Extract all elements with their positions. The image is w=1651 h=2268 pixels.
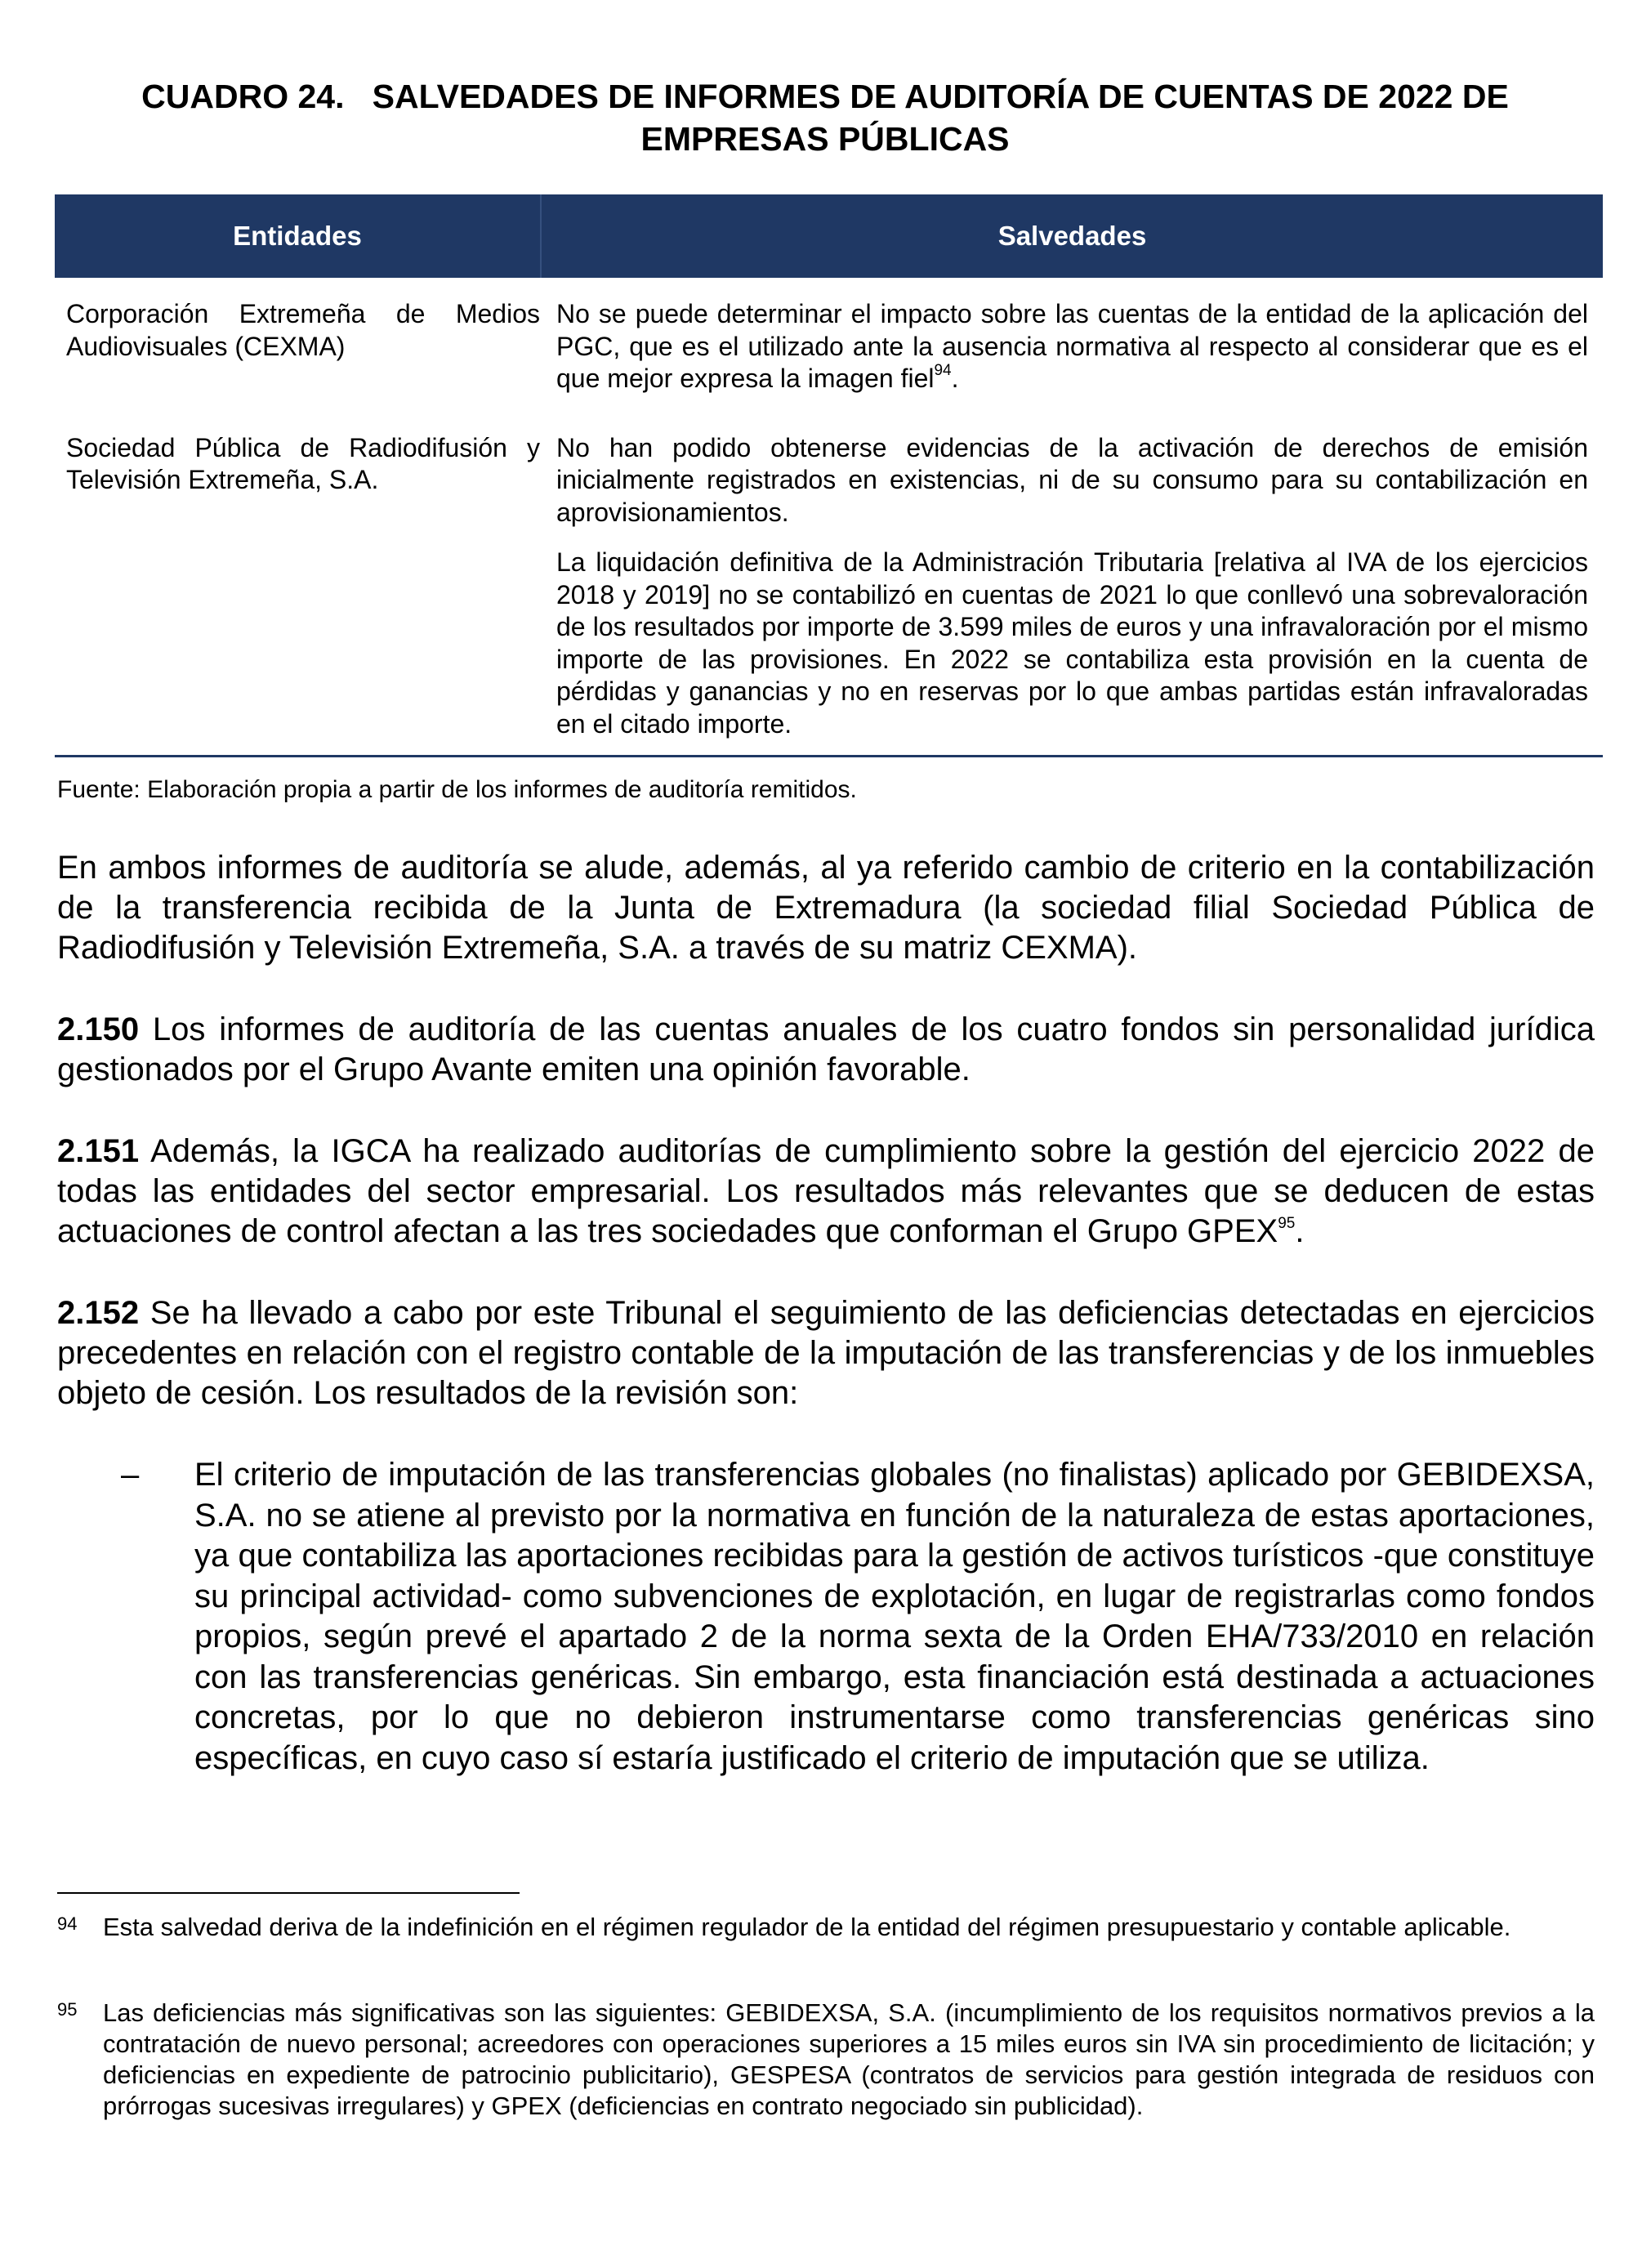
footnote-number: 94 — [57, 1913, 78, 1934]
entity-cell: Corporación Extremeña de Medios Audiovisuales (CEXMA) — [66, 299, 540, 361]
footnote-text: Las deficiencias más significativas son las siguientes: GEBIDEXSA, S.A. (incumplimiento de los requisitos normativos previos a la contratación de nuevo personal; acreedores con operaciones superiores a 15 miles euros sin IVA sin procedimiento de licitación; y deficiencias en expediente de patrocinio publicitario), GESPESA (contratos de servicios para gestión integrada de residuos con prórrogas sucesivas irregulares) y GPEX (deficiencias en contrato negociado sin publicidad). — [103, 1998, 1595, 2120]
table-title-line-1: CUADRO 24. SALVEDADES DE INFORMES DE AUDITORÍA DE CUENTAS DE 2022 DE — [141, 78, 1509, 115]
qualification-text-body: No se puede determinar el impacto sobre las cuentas de la entidad de la aplicación del PGC, que es el utilizado ante la ausencia normativa al respecto al considerar que es el que mejor expresa la imagen fiel — [556, 299, 1588, 393]
table-header-row — [55, 194, 1603, 278]
paragraph-body: Además, la IGCA ha realizado auditorías de cumplimiento sobre la gestión del ejercicio 2022 de todas las entidades del sector empresarial. Los resultados más relevantes que se deducen de estas actuaciones de control afectan a las tres sociedades que conforman el Grupo GPEX — [57, 1133, 1595, 1249]
footnote-94 — [57, 1912, 1595, 1943]
paragraph-end: . — [1295, 1213, 1305, 1249]
table-title-line-2: EMPRESAS PÚBLICAS — [640, 120, 1010, 158]
paragraph-2-151 — [57, 1132, 1595, 1252]
footnote-ref-94[interactable]: 94 — [934, 362, 952, 380]
table-source-note: Fuente: Elaboración propia a partir de los informes de auditoría remitidos. — [57, 776, 857, 803]
paragraph-body: Los informes de auditoría de las cuentas anuales de los cuatro fondos sin personalidad jurídica gestionados por el Grupo Avante emiten una opinión favorable. — [57, 1011, 1595, 1087]
paragraph: En ambos informes de auditoría se alude, además, al ya referido cambio de criterio en la contabilización de la transferencia recibida de la Junta de Extremadura (la sociedad filial Sociedad Pública de Radiodifusión y Televisión Extremeña, S.A. a través de su matriz CEXMA). — [57, 850, 1595, 966]
qualification-cell — [540, 298, 1603, 395]
qualification-text — [556, 298, 1588, 395]
table-row — [55, 395, 1603, 756]
table-bottom-rule — [55, 755, 1603, 757]
list-item-text: El criterio de imputación de las transferencias globales (no finalistas) aplicado por GEBIDEXSA, S.A. no se atiene al previsto por la normativa en función de la naturaleza de estas aportaciones, ya que contabiliza las aportaciones recibidas para la gestión de activos turísticos -que constituye su principal actividad- como subvenciones de explotación, en lugar de registrarlas como fondos propios, según prevé el apartado 2 de la norma sexta de la Orden EHA/733/2010 en relación con las transferencias genéricas. Sin embargo, esta financiación está destinada a actuaciones concretas, por lo que no debieron instrumentarse como transferencias genéricas sino específicas, en cuyo caso sí estaría justificado el criterio de imputación que se utiliza. — [194, 1457, 1595, 1776]
qualifications-table — [55, 194, 1603, 757]
paragraph-2-150 — [57, 1010, 1595, 1090]
footnote-number: 95 — [57, 1999, 78, 2020]
paragraph-number: 2.150 — [57, 1011, 140, 1047]
footnote-ref-95[interactable]: 95 — [1278, 1214, 1296, 1232]
paragraph-number: 2.151 — [57, 1133, 140, 1169]
table-row — [55, 278, 1603, 395]
entity-cell: Sociedad Pública de Radiodifusión y Televisión Extremeña, S.A. — [66, 432, 540, 494]
paragraph-body: Se ha llevado a cabo por este Tribunal el seguimiento de las deficiencias detectadas en ejercicios precedentes en relación con el registro contable de la imputación de las transferencias y de los inmuebles objeto de cesión. Los resultados de la revisión son: — [57, 1295, 1595, 1411]
dash-bullet: – — [121, 1457, 140, 1493]
footnote-95 — [57, 1998, 1595, 2122]
header-entities: Entidades — [55, 194, 542, 278]
paragraph-number: 2.152 — [57, 1295, 140, 1331]
table-title — [57, 75, 1593, 160]
footnote-separator — [57, 1892, 520, 1894]
qualification-text: No han podido obtenerse evidencias de la activación de derechos de emisión inicialmente registrados en existencias, ni de su consumo para su contabilización en aprovisionamientos. — [556, 432, 1588, 527]
qualification-text-end: . — [951, 364, 959, 393]
paragraph-2-152 — [57, 1293, 1595, 1413]
list-item — [121, 1455, 1595, 1779]
qualification-cell — [540, 432, 1603, 741]
qualification-text: La liquidación definitiva de la Administración Tributaria [relativa al IVA de los ejercicios 2018 y 2019] no se contabilizó en cuentas de 2021 lo que conllevó una sobrevaloración de los resultados por importe de 3.599 miles de euros y una infravaloración por el mismo importe de las provisiones. En 2022 se contabiliza esta provisión en la cuenta de pérdidas y ganancias y no en reservas por lo que ambas partidas están infravaloradas en el citado importe. — [556, 547, 1588, 739]
footnote-text: Esta salvedad deriva de la indefinición en el régimen regulador de la entidad del régimen presupuestario y contable aplicable. — [103, 1913, 1511, 1941]
header-qualifications: Salvedades — [997, 221, 1147, 251]
